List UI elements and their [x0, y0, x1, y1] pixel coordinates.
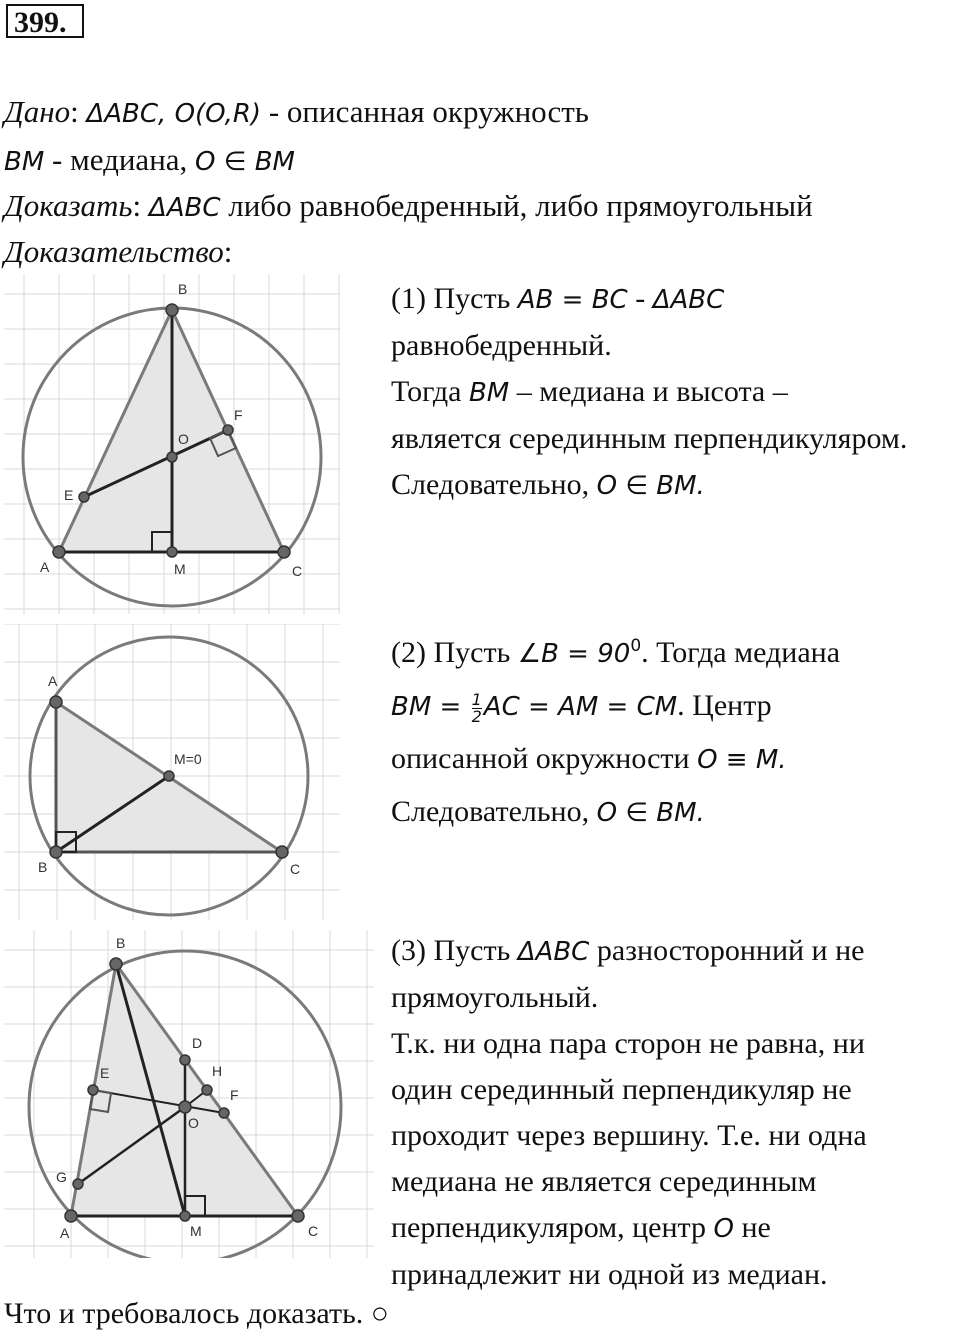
label-e: E — [100, 1065, 110, 1081]
given2-math-1: BM — [4, 147, 45, 177]
label-m: M — [174, 561, 186, 577]
conclusion: Что и требовалось доказать. ○ — [4, 1297, 389, 1330]
point-o — [179, 1101, 191, 1113]
point-m — [167, 547, 177, 557]
case2-line-4 — [391, 786, 959, 839]
label-b: B — [116, 935, 126, 951]
case3-line-5: проходит через вершину. Т.е. ни одна — [391, 1119, 867, 1152]
case1-line-1 — [391, 276, 959, 323]
label-f: F — [234, 407, 243, 423]
point-b — [50, 846, 62, 858]
case1-text — [391, 276, 959, 509]
case3-line-8: принадлежит ни одной из медиан. — [391, 1258, 828, 1291]
case2-l1sup: 0 — [630, 636, 642, 656]
case1-line-3 — [391, 369, 959, 416]
case2-l2b: . Центр — [677, 689, 772, 722]
case3-l1m: ΔABC — [517, 937, 590, 967]
case2-l4m: O ∈ BM. — [596, 798, 705, 828]
label-a: A — [60, 1225, 70, 1241]
point-m — [180, 1211, 190, 1221]
figure-isosceles — [4, 274, 340, 614]
point-e — [79, 492, 89, 502]
case3-line-4: один серединный перпендикуляр не — [391, 1073, 852, 1106]
case3-l7m: O — [713, 1214, 734, 1244]
case2-l3a: описанной окружности — [391, 742, 698, 775]
case2-line-1 — [391, 620, 959, 680]
label-o: O — [188, 1115, 199, 1131]
label-h: H — [212, 1063, 223, 1079]
given-text: - описанная окружность — [261, 94, 589, 129]
label-a: A — [48, 673, 58, 689]
point-c — [278, 546, 290, 558]
case1-line-2: равнобедренный. — [391, 329, 612, 362]
case3-l1b: разносторонний и не — [589, 934, 865, 967]
case1-l1b: - — [627, 282, 653, 315]
problem-number: 399. — [6, 4, 84, 38]
point-b — [110, 958, 122, 970]
label-o: O — [178, 431, 189, 447]
point-g — [73, 1179, 83, 1189]
case2-l2m1: BM = — [391, 692, 470, 722]
label-e: E — [64, 487, 74, 503]
case2-l1b: . Тогда медиана — [641, 636, 841, 669]
frac-den: 2 — [471, 706, 482, 726]
given-label: Дано — [4, 94, 71, 129]
point-a — [53, 546, 65, 558]
label-d: D — [192, 1035, 203, 1051]
point-f — [219, 1108, 229, 1118]
case1-l3m: BM — [468, 378, 510, 408]
case1-l1a: (1) Пусть — [391, 282, 518, 315]
case2-line-3 — [391, 733, 959, 786]
proof-line: Доказательство: — [4, 234, 233, 269]
given-math-1: ΔABC, — [86, 99, 175, 129]
given-line-2 — [4, 140, 295, 182]
case1-l3a: Тогда — [391, 375, 469, 408]
point-c — [276, 846, 288, 858]
prove-label: Доказать — [4, 188, 133, 223]
case2-line-2 — [391, 680, 959, 733]
proof-label: Доказательство — [4, 234, 224, 269]
prove-math: ΔABC — [148, 193, 221, 223]
label-g: G — [56, 1169, 67, 1185]
label-b: B — [38, 859, 48, 875]
case1-line-4: является серединным перпендикуляром. — [391, 422, 908, 455]
case2-l2m2: AC = AM = CM — [483, 692, 678, 722]
case3-line-3: Т.к. ни одна пара сторон не равна, ни — [391, 1027, 865, 1060]
label-f: F — [230, 1087, 239, 1103]
case3-line-6: медиана не является серединным — [391, 1165, 817, 1198]
figure-scalene — [4, 930, 374, 1258]
point-h — [202, 1085, 212, 1095]
case2-l1a: (2) Пусть — [391, 636, 518, 669]
case1-l5m: O ∈ BM. — [596, 471, 705, 501]
case2-l3m: O ≡ M. — [697, 745, 787, 775]
case1-l1m: AB = BC — [517, 285, 628, 315]
given2-math-2: O ∈ BM — [195, 147, 295, 177]
case2-l4a: Следовательно, — [391, 795, 597, 828]
given-math-2: O(O,R) — [174, 99, 262, 129]
prove-line: Доказать: ΔABC либо равнобедренный, либо прямоугольный — [4, 188, 813, 223]
case3-line-7 — [391, 1205, 959, 1252]
label-c: C — [292, 563, 303, 579]
point-f — [223, 425, 233, 435]
point-m-o — [164, 771, 174, 781]
case1-l3b: – медиана и высота – — [509, 375, 788, 408]
case1-l5a: Следовательно, — [391, 468, 597, 501]
case3-l7a: перпендикуляром, центр — [391, 1211, 714, 1244]
label-m: M — [190, 1223, 202, 1239]
case3-l1a: (3) Пусть — [391, 934, 518, 967]
point-b — [166, 304, 178, 316]
label-a: A — [40, 559, 50, 575]
label-m-o: M=0 — [174, 751, 202, 767]
frac-num: 1 — [471, 689, 482, 709]
point-a — [65, 1210, 77, 1222]
point-o — [167, 452, 177, 462]
point-c — [292, 1210, 304, 1222]
case3-l7b: не — [734, 1211, 771, 1244]
case3-text — [391, 928, 959, 1298]
label-b: B — [178, 281, 188, 297]
case1-l1m2: ΔABC — [652, 285, 725, 315]
fraction-half — [471, 689, 482, 726]
point-d — [180, 1055, 190, 1065]
case2-l1m: ∠B = 90 — [517, 639, 631, 669]
case2-text — [391, 620, 959, 839]
label-c: C — [290, 861, 301, 877]
case3-line-1 — [391, 928, 959, 975]
given-line: Дано: ΔABC, O(O,R) - описанная окружность — [4, 94, 589, 129]
given2-text: - медиана, — [44, 142, 196, 177]
figure-right-triangle — [4, 624, 340, 920]
point-e — [88, 1085, 98, 1095]
label-c: C — [308, 1223, 319, 1239]
prove-text: либо равнобедренный, либо прямоугольный — [220, 188, 813, 223]
case1-line-5 — [391, 462, 959, 509]
point-a — [50, 696, 62, 708]
case3-line-2: прямоугольный. — [391, 981, 599, 1014]
